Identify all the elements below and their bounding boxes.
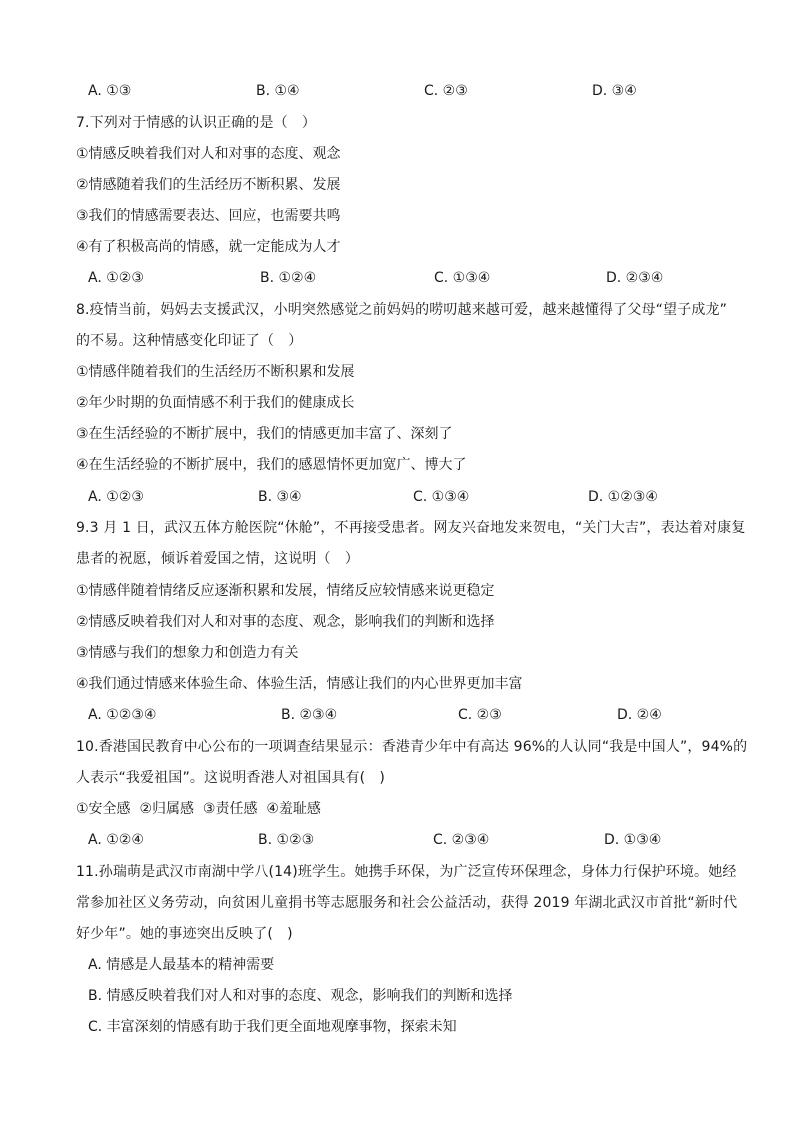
q7-options [88, 268, 728, 288]
q8-option-d: D. ①②③④ [588, 489, 658, 505]
q8-stem-line-2: 的不易。这种情感变化印证了（ ） [76, 333, 303, 349]
q6-option-d: D. ③④ [592, 83, 637, 99]
q7-statement-3: ③我们的情感需要表达、回应，也需要共鸣 [76, 208, 341, 224]
q9-statement-1: ①情感伴随着情绪反应逐渐积累和发展，情绪反应较情感来说更稳定 [76, 583, 495, 599]
q10-option-b: B. ①②③ [258, 832, 315, 848]
q11-choice-b: B. 情感反映着我们对人和对事的态度、观念，影响我们的判断和选择 [88, 988, 513, 1004]
q10-option-c: C. ②③④ [433, 832, 490, 848]
q9-options [88, 705, 728, 725]
q10-options [88, 830, 728, 850]
q8-option-a: A. ①②③ [88, 489, 144, 505]
q7-statement-4: ④有了积极高尚的情感，就一定能成为人才 [76, 239, 341, 255]
q11-choice-c: C. 丰富深刻的情感有助于我们更全面地观摩事物，探索未知 [88, 1019, 457, 1035]
q7-option-c: C. ①③④ [434, 270, 491, 286]
q8-stem-line-1: 8.疫情当前，妈妈去支援武汉，小明突然感觉之前妈妈的唠叨越来越可爱，越来越懂得了父母“望子成龙” [76, 302, 728, 318]
q8-options [88, 487, 728, 507]
q9-option-b: B. ②③④ [281, 707, 338, 723]
q8-statement-3: ③在生活经验的不断扩展中，我们的情感更加丰富了、深刻了 [76, 426, 453, 442]
q11-stem-line-2: 常参加社区义务劳动，向贫困儿童捐书等志愿服务和社会公益活动，获得 2019 年湖北武汉市首批“新时代 [76, 895, 738, 911]
q7-statement-1: ①情感反映着我们对人和对事的态度、观念 [76, 146, 341, 162]
q8-statement-4: ④在生活经验的不断扩展中，我们的感恩情怀更加宽广、博大了 [76, 457, 467, 473]
q7-option-d: D. ②③④ [606, 270, 664, 286]
q11-stem-line-1: 11.孙瑞萌是武汉市南湖中学八(14)班学生。她携手环保，为广泛宣传环保理念，身体力行保护环境。她经 [76, 864, 737, 880]
q6-option-c: C. ②③ [424, 83, 468, 99]
q9-statement-3: ③情感与我们的想象力和创造力有关 [76, 645, 299, 661]
q10-statements: ①安全感 ②归属感 ③责任感 ④羞耻感 [76, 801, 321, 817]
q11-choice-a: A. 情感是人最基本的精神需要 [88, 957, 275, 973]
q11-stem-line-3: 好少年”。她的事迹突出反映了( ) [76, 926, 293, 942]
q9-option-a: A. ①②③④ [88, 707, 157, 723]
q6-option-b: B. ①④ [256, 83, 300, 99]
q7-statement-2: ②情感随着我们的生活经历不断积累、发展 [76, 177, 341, 193]
q7-option-a: A. ①②③ [88, 270, 144, 286]
q6-options [88, 81, 728, 101]
q8-statement-1: ①情感伴随着我们的生活经历不断积累和发展 [76, 364, 355, 380]
q8-option-c: C. ①③④ [413, 489, 470, 505]
q7-option-b: B. ①②④ [260, 270, 317, 286]
q9-stem-line-2: 患者的祝愿，倾诉着爱国之情，这说明（ ） [76, 551, 359, 567]
q8-option-b: B. ③④ [258, 489, 302, 505]
q9-option-d: D. ②④ [617, 707, 662, 723]
q9-option-c: C. ②③ [458, 707, 502, 723]
q10-option-d: D. ①③④ [604, 832, 662, 848]
q9-statement-2: ②情感反映着我们对人和对事的态度、观念，影响我们的判断和选择 [76, 614, 495, 630]
q10-option-a: A. ①②④ [88, 832, 144, 848]
q9-statement-4: ④我们通过情感来体验生命、体验生活，情感让我们的内心世界更加丰富 [76, 676, 523, 692]
q8-statement-2: ②年少时期的负面情感不利于我们的健康成长 [76, 395, 355, 411]
q10-stem-line-1: 10.香港国民教育中心公布的一项调查结果显示：香港青少年中有高达 96%的人认同“我是中国人”，94%的 [76, 739, 748, 755]
q7-stem: 7.下列对于情感的认识正确的是（ ） [76, 115, 317, 131]
q6-option-a: A. ①③ [88, 83, 132, 99]
q10-stem-line-2: 人表示“我爱祖国”。这说明香港人对祖国具有( ) [76, 770, 386, 786]
q9-stem-line-1: 9.3 月 1 日，武汉五体方舱医院“休舱”，不再接受患者。网友兴奋地发来贺电，“关门大吉”，表达着对康复 [76, 520, 746, 536]
